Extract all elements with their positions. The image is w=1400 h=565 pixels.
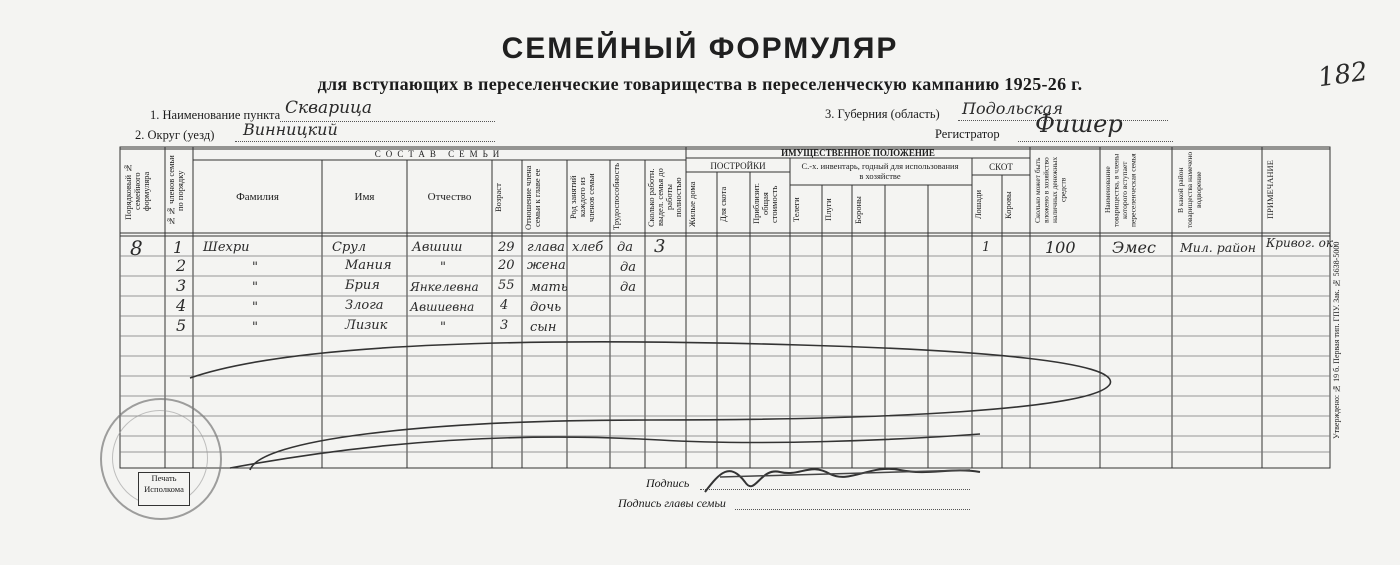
- cell-relation: мать: [530, 280, 568, 295]
- col-header-note: ПРИМЕЧАНИЕ: [1265, 160, 1275, 220]
- cell-surname: ": [252, 320, 258, 335]
- col-header-age: Возраст: [493, 183, 503, 212]
- field-settlement-value: Скварица: [285, 98, 373, 118]
- cell-patronymic: ": [440, 260, 446, 275]
- cell-relation: сын: [530, 320, 557, 335]
- cell-name: Мания: [345, 258, 392, 273]
- cell-member-no: 3: [176, 276, 187, 295]
- col-header-cows: Коровы: [1003, 191, 1013, 219]
- signature-label: Подпись: [646, 476, 690, 490]
- col-header-name: Имя: [354, 191, 375, 203]
- cell-surname: ": [252, 300, 258, 315]
- cell-member-no: 5: [176, 316, 187, 335]
- col-header-partnership: Наименование товарищества, в члены которого вступает переселенческая семья: [1103, 153, 1138, 227]
- col-header-member-no: №№ членов семьи по порядку: [166, 155, 185, 227]
- col-header-ploughs: Плуги: [823, 198, 833, 222]
- group-header-buildings: ПОСТРОЙКИ: [710, 161, 766, 171]
- group-header-livestock: СКОТ: [989, 162, 1013, 172]
- page-number: 182: [1316, 56, 1370, 94]
- col-header-carts: Телеги: [791, 197, 801, 223]
- cell-age: 55: [498, 278, 515, 293]
- cell-relation: жена: [527, 258, 566, 273]
- col-header-district: В какой район товарищества намечено водворение: [1176, 151, 1203, 229]
- field-settlement-label: 1. Наименование пункта: [150, 108, 281, 122]
- signature-scribble: [700, 452, 1000, 502]
- side-print-text: Утверждено: № 19 б. Первая тип. ГПУ. Зак. № 5638-5000: [1332, 241, 1341, 439]
- cell-surname: ": [252, 280, 258, 295]
- col-header-horses: Лошади: [973, 190, 983, 220]
- field-registrar-value: Фишер: [1035, 110, 1123, 138]
- col-header-money: Сколько может быть вложено в хозяйство наличных денежных средств: [1033, 156, 1068, 224]
- cell-age: 29: [498, 240, 515, 255]
- cell-patronymic: Авшиевна: [410, 300, 475, 314]
- cell-patronymic: ": [440, 320, 446, 335]
- col-header-ability: Трудоспособность: [611, 162, 621, 230]
- col-header-surname: Фамилия: [236, 191, 279, 203]
- cell-patronymic: Авшиш: [412, 240, 463, 255]
- seal-label: Печать Исполкома: [138, 472, 190, 506]
- cell-occupation: хлеб: [572, 240, 604, 255]
- field-district-label: 2. Округ (уезд): [135, 128, 215, 142]
- field-province-label: 3. Губерния (область): [825, 107, 940, 121]
- col-header-family-no: Порядковый № семейного формуляра: [123, 162, 151, 220]
- col-header-bld-value: Приблизит. общая стоимость: [751, 183, 779, 225]
- field-registrar-label: Регистратор: [935, 127, 1000, 141]
- group-header-inventory: С.-х. инвентарь, годный для использования в хозяйстве: [801, 161, 959, 181]
- cell-ability: да: [620, 280, 636, 295]
- group-header-property: ИМУЩЕСТВЕННОЕ ПОЛОЖЕНИЕ: [781, 148, 935, 158]
- field-province-value: Подольская: [962, 99, 1063, 118]
- cell-patronymic: Янкелевна: [410, 280, 479, 294]
- cell-horses: 1: [982, 240, 991, 255]
- cell-money: 100: [1045, 238, 1076, 257]
- col-header-harrows: Бороны: [853, 196, 863, 224]
- cell-member-no: 4: [176, 296, 187, 315]
- cell-workers: 3: [654, 236, 666, 257]
- form-title: СЕМЕЙНЫЙ ФОРМУЛЯР: [501, 32, 899, 65]
- col-header-relation: Отношение члена семьи к главе ее: [523, 165, 542, 230]
- cell-age: 20: [498, 258, 515, 273]
- field-district-value: Винницкий: [243, 120, 338, 139]
- cell-name: Срул: [332, 240, 367, 255]
- col-header-occupation: Род занятий каждого из членов семьи: [568, 173, 596, 222]
- cell-partnership: Эмес: [1112, 238, 1156, 257]
- cell-note: Кривог. ок.: [1266, 236, 1337, 250]
- cell-age: 3: [500, 318, 509, 333]
- head-signature-label: Подпись главы семьи: [618, 496, 726, 510]
- cell-family-no: 8: [130, 236, 143, 260]
- cell-relation: глава: [527, 240, 565, 255]
- col-header-patronymic: Отчество: [427, 191, 472, 203]
- col-header-cattle-sheds: Для скота: [718, 186, 728, 222]
- cell-district: Мил. район: [1180, 240, 1257, 255]
- cell-name: Злога: [345, 298, 384, 313]
- cell-surname: Шехри: [203, 240, 250, 255]
- cell-name: Лизик: [345, 318, 388, 333]
- form-subtitle: для вступающих в переселенческие товарищества в переселенческую кампанию 1925-26 г.: [317, 74, 1083, 94]
- cell-ability: да: [620, 260, 636, 275]
- cell-name: Брия: [345, 278, 380, 293]
- col-header-workers: Сколько работн. выдел. семья до работы полностью: [646, 168, 683, 227]
- cell-age: 4: [500, 298, 509, 313]
- group-header-family: СОСТАВ СЕМЬИ: [374, 149, 505, 159]
- cell-surname: ": [252, 260, 258, 275]
- cell-relation: дочь: [530, 300, 562, 315]
- cell-member-no: 2: [176, 256, 187, 275]
- cell-ability: да: [617, 240, 633, 255]
- col-header-houses: Жилые дома: [687, 181, 697, 227]
- cell-member-no: 1: [173, 238, 184, 257]
